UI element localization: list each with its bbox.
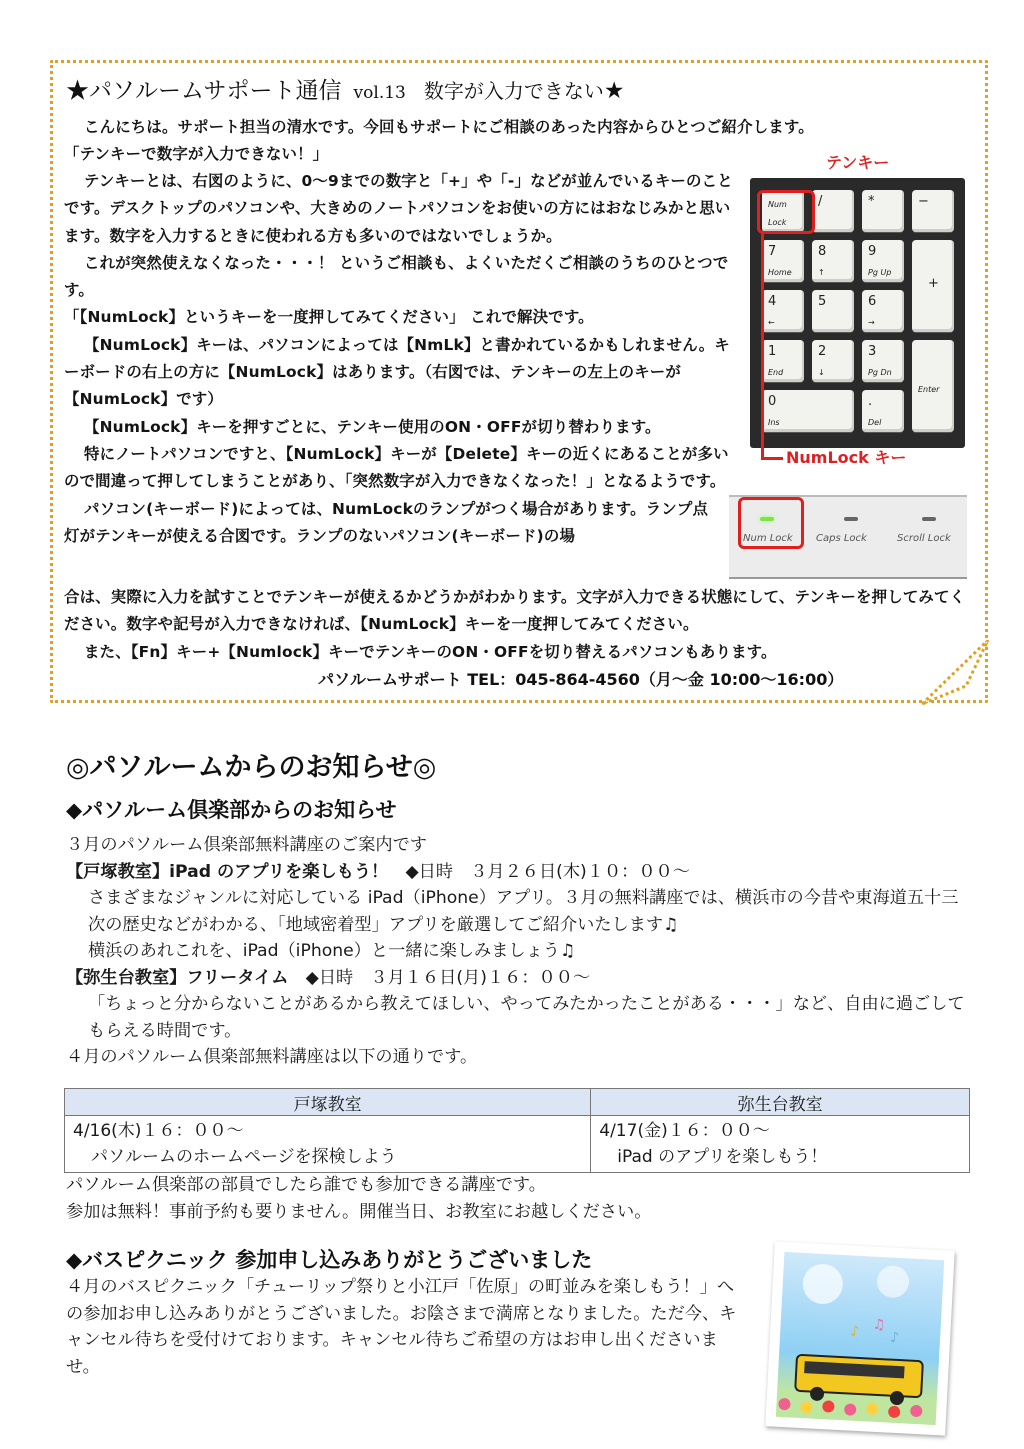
cell-date: 4/17(金)１６：００～ [599,1121,770,1141]
enter-key: Enter [912,340,954,432]
tenkey-label: テンキー [826,153,890,172]
key-dot: . Del [862,390,904,432]
title-text: パソルームサポート通信 [89,78,342,104]
plus-key: + [912,240,954,332]
key-0: 0 Ins [762,390,854,432]
bus-text: ４月のバスピクニック「チューリップ祭りと小江戸「佐原」の町並みを楽しもう！」への参加お申し込みありがとうございました。お陰さまで満席となりました。ただ今、キャンセル待ちを受付けております。キャンセル待ちご希望の方はお申し出くださいませ。 [66,1277,737,1377]
yayoi-course-title: 【弥生台教室】フリータイム [66,967,289,988]
numlock-key: Num Lock [762,190,804,232]
bus-illustration [776,1252,944,1425]
asterisk-key: * [862,190,904,232]
cell-date: 4/16(木)１６：００～ [73,1121,244,1141]
column-header-yayoi: 弥生台教室 [591,1089,970,1116]
key-7: 7 Home [762,240,804,282]
volume-number: vol.13 [353,83,406,103]
slash-key: / [812,190,854,232]
lamp-label: Caps Lock [816,533,867,544]
club-footer [66,1172,966,1225]
minus-key: − [912,190,954,232]
key-2: 2 ↓ [812,340,854,382]
totsuka-course-date: ◆日時 ３月２６日(木)１０：００～ [405,861,690,882]
tenkey-paragraph: テンキーとは、右図のように、0～9までの数字と「+」や「-」などが並んでいるキーのことです。デスクトップのパソコンや、大きめのノートパソコンをお使いの方にはおなじみかと思います。数字を入力するときに使われる方も多いのではないでしょうか。 [64,172,733,245]
table-cell-yayoi [591,1116,970,1173]
svg-text:♪: ♪ [849,1323,860,1340]
support-body-top [64,114,944,169]
key-6: 6 → [862,290,904,332]
newsletter-title [66,72,624,105]
table-header-row [65,1089,970,1116]
key-3: 3 Pg Dn [862,340,904,382]
key-9: 9 Pg Up [862,240,904,282]
toggle-paragraph: 【NumLock】キーを押すごとに、テンキー使用のON・OFFが切り替わります。 [84,417,661,436]
bus-picnic-photo [765,1241,954,1435]
club-heading: ◆パソルーム倶楽部からのお知らせ [66,798,397,822]
star-icon: ★ [66,78,89,104]
cell-course: iPad のアプリを楽しもう！ [617,1147,828,1167]
sudden-paragraph: これが突然使えなくなった・・・！ というご相談も、よくいただくご相談のうちのひとつです。 [64,253,729,300]
table-row [65,1116,970,1173]
key-1: 1 End [762,340,804,382]
nmlk-paragraph: 【NumLock】キーは、パソコンによっては【NmLk】と書かれているかもしれません。キーボードの右上の方に【NumLock】はあります。（右図では、テンキーの左上のキーが【NumLock】です） [64,335,730,409]
table-cell-totsuka [65,1116,591,1173]
key-5: 5 [812,290,854,332]
numlock-highlight-box [757,190,815,234]
svg-text:♫: ♫ [872,1316,886,1334]
bus-icon [776,1252,944,1425]
scrolllock-lamp-icon [922,517,936,521]
april-schedule-table [64,1088,970,1173]
notices-heading: ◎パソルームからのお知らせ◎ [66,752,437,783]
support-contact: パソルームサポート TEL：045-864-4560（月～金 10:00～16:00） [318,670,844,689]
totsuka-course-desc2: 横浜のあれこれを、iPad（iPhone）と一緒に楽しみましょう♫ [88,941,576,961]
support-body-bottom [64,584,969,666]
april-intro: ４月のパソルーム倶楽部無料講座は以下の通りです。 [66,1047,478,1067]
question-paragraph: 「テンキーで数字が入力できない！」 [64,145,329,164]
totsuka-course-title: 【戸塚教室】iPad のアプリを楽しもう！ [66,861,389,882]
totsuka-course-desc: さまざまなジャンルに対応している iPad（iPhone）アプリ。３月の無料講座では、横浜市の今昔や東海道五十三次の歴史などがわかる、「地域密着型」アプリを厳選してご紹介いたします♫ [88,888,959,935]
march-courses [66,832,966,1071]
footer-line: パソルーム倶楽部の部員でしたら誰でも参加できる講座です。 [66,1175,546,1195]
yayoi-course-date: ◆日時 ３月１６日(月)１６：００～ [305,967,591,988]
footer-line: 参加は無料！事前予約も要りません。開催当日、お教室にお越しください。 [66,1201,652,1222]
pointer-line [761,232,764,460]
bus-heading: ◆バスピクニック 参加申し込みありがとうございました [66,1248,593,1272]
fn-paragraph: また、【Fn】キー+【Numlock】キーでテンキーのON・OFFを切り替えるパソコンもあります。 [84,642,777,661]
key-4: 4 ← [762,290,804,332]
march-intro: ３月のパソルーム倶楽部無料講座のご案内です [66,835,427,855]
lamp-paragraph: パソコン(キーボード)によっては、NumLockのランプがつく場合があります。ランプ点灯がテンキーが使える合図です。ランプのないパソコン(キーボード)の場 [64,499,709,545]
support-body-main [64,168,736,550]
key-8: 8 ↑ [812,240,854,282]
lamp-label: Num Lock [743,533,793,544]
pointer-line [761,457,783,460]
notebook-paragraph: 特にノートパソコンですと、【NumLock】キーが【Delete】キーの近くにあることが多いので間違って押してしまうことがあり、「突然数字が入力できなくなった！」となるようです。 [64,444,729,491]
greeting-paragraph: こんにちは。サポート担当の清水です。今回もサポートにご相談のあった内容からひとつご紹介します。 [84,118,814,136]
numlock-key-label: NumLock キー [786,448,907,467]
svg-text:♪: ♪ [889,1329,900,1347]
test-paragraph: 合は、実際に入力を試すことでテンキーが使えるかどうかがわかります。文字が入力できる状態にして、テンキーを押してみてください。数字や記号が入力できなければ、【NumLock】キーを一度押してみてください。 [64,588,966,634]
topic-text: 数字が入力できない [423,79,604,103]
column-header-totsuka: 戸塚教室 [65,1089,591,1116]
cell-course: パソルームのホームページを探検しよう [91,1147,397,1167]
yayoi-course-desc: 「ちょっと分からないことがあるから教えてほしい、やってみたかったことがある・・・」など、自由に過ごしてもらえる時間です。 [88,994,965,1041]
star-icon: ★ [603,78,625,104]
solution-paragraph: 「【NumLock】というキーを一度押してみてください」 これで解決です。 [64,308,594,327]
lamp-label: Scroll Lock [897,533,951,544]
capslock-lamp-icon [844,517,858,521]
numlock-lamp-highlight-box [738,497,804,549]
